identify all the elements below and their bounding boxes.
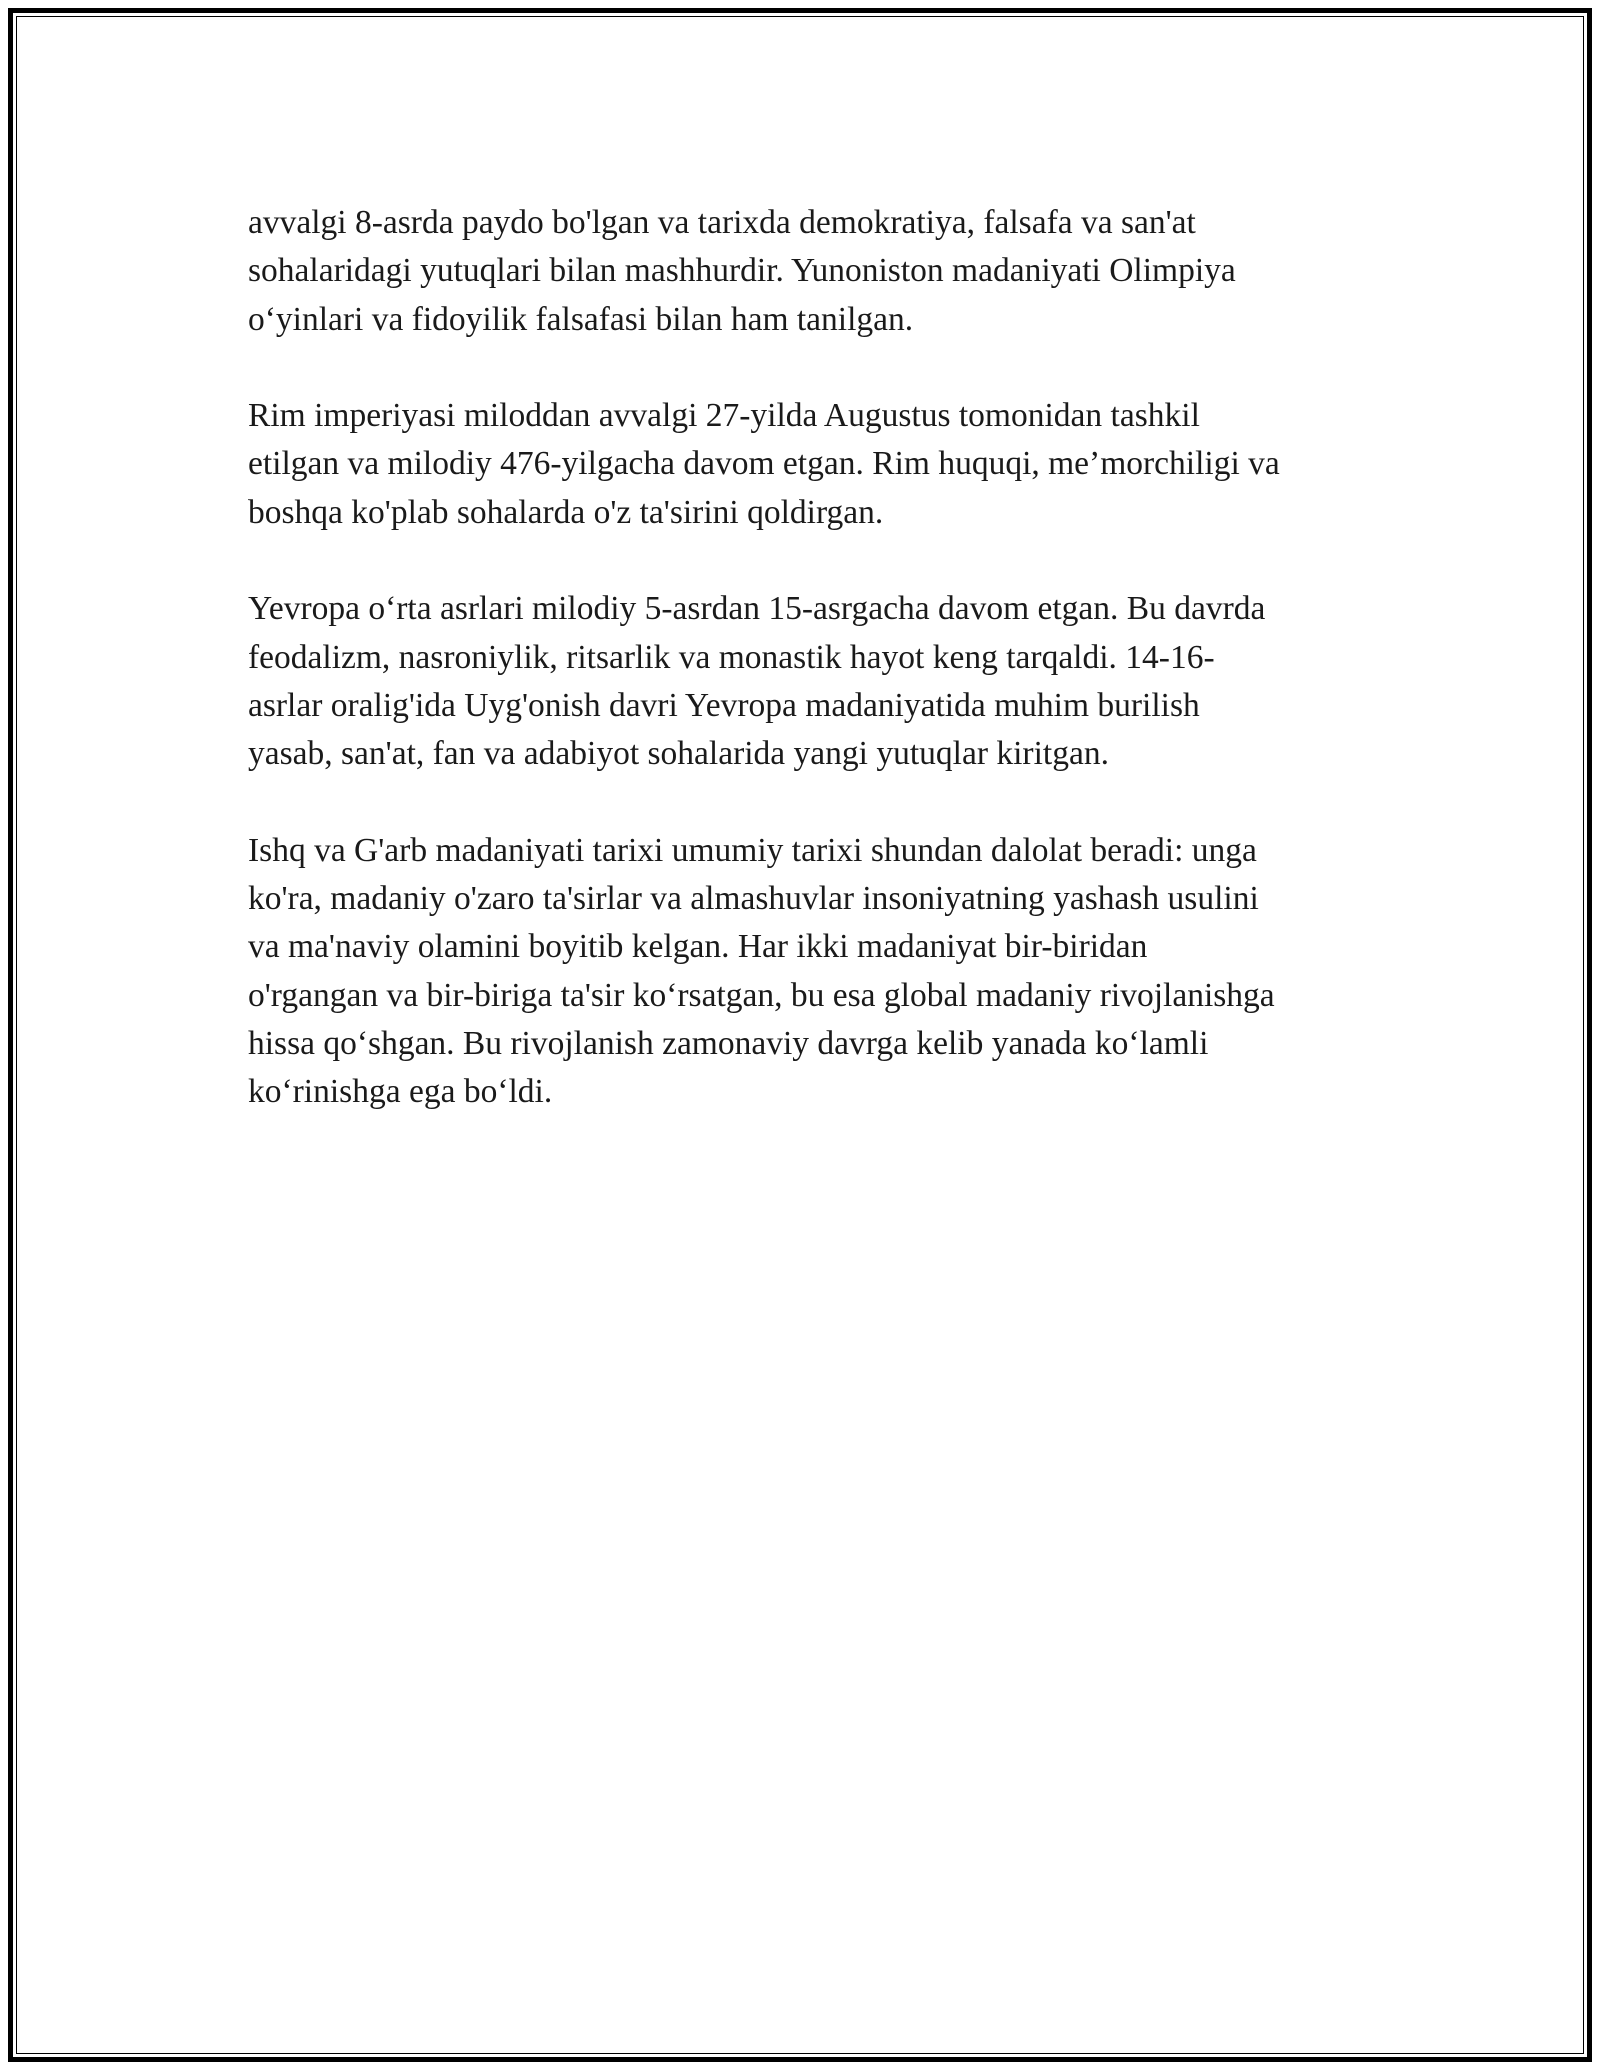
text-line: Yevropa o‘rta asrlari milodiy 5-asrdan 15-asrgacha davom etgan. Bu davrda <box>248 590 1266 628</box>
paragraph-conclusion <box>248 827 1388 1117</box>
text-line: va ma'naviy olamini boyitib kelgan. Har ikki madaniyat bir-biridan <box>248 928 1148 966</box>
text-line: sohalaridagi yutuqlari bilan mashhurdir. Yunoniston madaniyati Olimpiya <box>248 252 1236 290</box>
text-line: Rim imperiyasi miloddan avvalgi 27-yilda Augustus tomonidan tashkil <box>248 397 1200 435</box>
text-line: o‘yinlari va fidoyilik falsafasi bilan ham tanilgan. <box>248 300 914 338</box>
text-line: hissa qo‘shgan. Bu rivojlanish zamonaviy davrga kelib yanada ko‘lamli <box>248 1025 1209 1063</box>
text-line: ko'ra, madaniy o'zaro ta'sirlar va almashuvlar insoniyatning yashash usulini <box>248 880 1259 918</box>
paragraph-middle-ages <box>248 585 1388 778</box>
text-line: boshqa ko'plab sohalarda o'z ta'sirini qoldirgan. <box>248 493 884 531</box>
paragraph-greek-culture <box>248 199 1388 344</box>
text-line: Ishq va G'arb madaniyati tarixi umumiy tarixi shundan dalolat beradi: unga <box>248 831 1257 869</box>
paragraph-roman-empire <box>248 392 1388 537</box>
text-line: etilgan va milodiy 476-yilgacha davom etgan. Rim huquqi, me’morchiligi va <box>248 445 1280 483</box>
text-line: feodalizm, nasroniylik, ritsarlik va monastik hayot keng tarqaldi. 14-16- <box>248 638 1215 676</box>
document-body <box>248 199 1388 1165</box>
text-line: yasab, san'at, fan va adabiyot sohalarida yangi yutuqlar kiritgan. <box>248 735 1109 773</box>
text-line: ko‘rinishga ega bo‘ldi. <box>248 1073 553 1111</box>
text-line: avvalgi 8-asrda paydo bo'lgan va tarixda demokratiya, falsafa va san'at <box>248 204 1196 241</box>
text-line: o'rgangan va bir-biriga ta'sir ko‘rsatgan, bu esa global madaniy rivojlanishga <box>248 976 1275 1014</box>
page-border <box>8 8 1592 2062</box>
text-line: asrlar oralig'ida Uyg'onish davri Yevropa madaniyatida muhim burilish <box>248 686 1200 724</box>
